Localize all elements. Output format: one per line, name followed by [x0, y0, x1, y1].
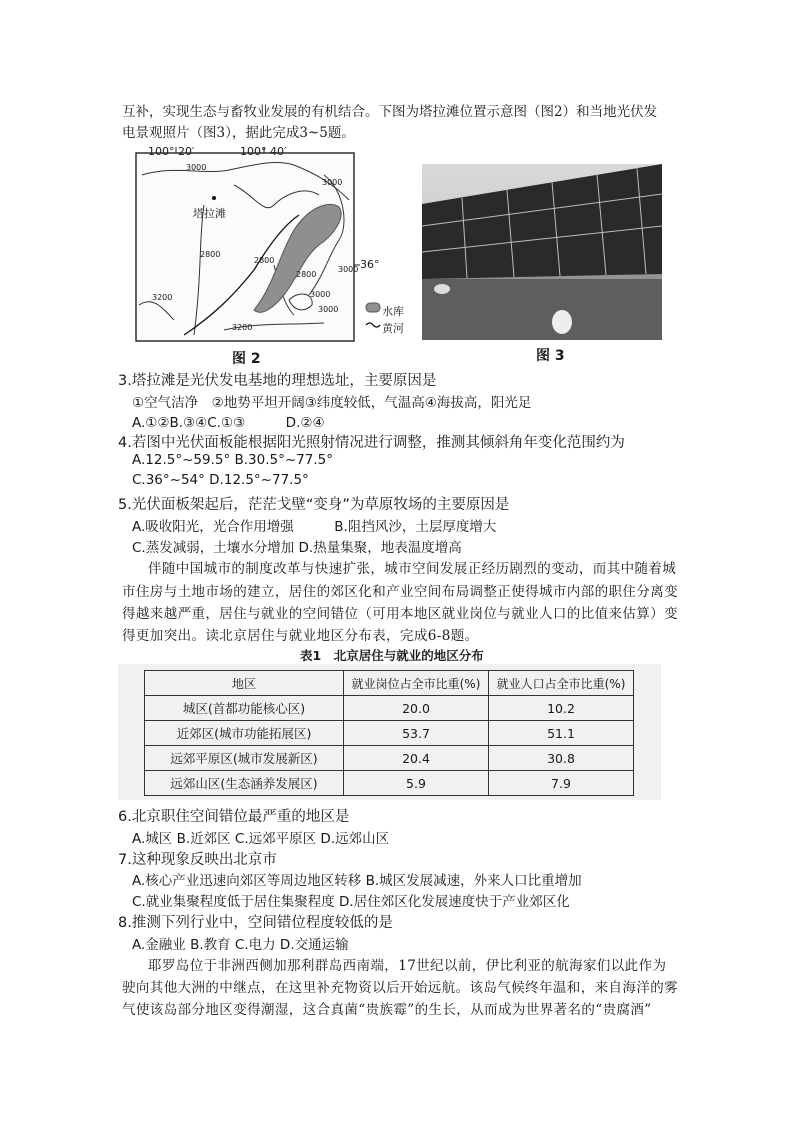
table-cell: 20.0 — [344, 696, 489, 721]
contour-label: 3000 — [310, 290, 331, 299]
table-header: 就业岗位占全市比重(%) — [344, 671, 489, 696]
employment-table — [144, 670, 634, 796]
question-6-stem: 6.北京职住空间错位最严重的地区是 — [118, 809, 350, 825]
question-4-options-2: C.36°~54° D.12.5°~77.5° — [132, 472, 309, 488]
intro-line-2: 电景观照片（图3），据此完成3~5题。 — [122, 125, 355, 141]
question-7-options-1: A.核心产业迅速向郊区等周边地区转移 B.城区发展减速，外来人口比重增加 — [132, 873, 582, 889]
question-3-options-2: A.①②B.③④C.①③ D.②④ — [132, 415, 325, 431]
table-cell: 远郊山区(生态涵养发展区) — [145, 771, 344, 796]
table-cell: 20.4 — [344, 746, 489, 771]
contour-label: 3200 — [232, 323, 253, 332]
intro-line-1: 互补，实现生态与畜牧业发展的有机结合。下图为塔拉滩位置示意图（图2）和当地光伏发 — [122, 104, 658, 120]
question-5-stem: 5.光伏面板架起后，茫茫戈壁“变身”为草原牧场的主要原因是 — [118, 497, 510, 513]
table-cell: 7.9 — [489, 771, 634, 796]
table-cell: 53.7 — [344, 721, 489, 746]
paragraph-3-line-3: 气使该岛部分地区变得潮湿，这合真菌“贵族霉”的生长，从而成为世界著名的“贵腐酒” — [122, 1002, 652, 1018]
question-3-stem: 3.塔拉滩是光伏发电基地的理想选址，主要原因是 — [118, 373, 437, 389]
location-map — [134, 145, 399, 345]
legend-reservoir: 水库 — [382, 305, 404, 318]
contour-label: 3000 — [322, 178, 343, 187]
table-header: 就业人口占全市比重(%) — [489, 671, 634, 696]
contour-label: 3000 — [186, 163, 207, 172]
figure-3-caption: 图 3 — [536, 348, 565, 364]
question-8-stem: 8.推测下列行业中，空间错位程度较低的是 — [118, 915, 393, 931]
table-row — [145, 746, 634, 771]
solar-panel-icon — [422, 164, 662, 340]
table-row — [145, 696, 634, 721]
paragraph-3-line-1: 耶罗岛位于非洲西侧加那利群岛西南端，17世纪以前，伊比利亚的航海家们以此作为 — [148, 958, 667, 974]
table-cell: 远郊平原区(城市发展新区) — [145, 746, 344, 771]
contour-label: 2800 — [200, 250, 221, 259]
question-4-stem: 4.若图中光伏面板能根据阳光照射情况进行调整，推测其倾斜角年变化范围约为 — [118, 435, 625, 451]
solar-panel-photo — [422, 164, 662, 340]
paragraph-2-line-4: 得更加突出。读北京居住与就业地区分布表，完成6-8题。 — [122, 628, 479, 644]
paragraph-2-line-1: 伴随中国城市的制度改革与快速扩张，城市空间发展正经历剧烈的变动，而其中随着城 — [148, 561, 677, 577]
place-label: 塔拉滩 — [193, 207, 226, 220]
contour-label: 2800 — [254, 256, 275, 265]
contour-label: 3000 — [318, 305, 339, 314]
question-3-options-1: ①空气洁净 ②地势平坦开阔③纬度较低，气温高④海拔高，阳光足 — [132, 395, 532, 411]
question-8-options-1: A.金融业 B.教育 C.电力 D.交通运输 — [132, 937, 349, 953]
table-cell: 城区(首都功能核心区) — [145, 696, 344, 721]
paragraph-2-line-2: 市住房与土地市场的建立，居住的郊区化和产业空间布局调整正使得城市内部的职住分离变 — [122, 584, 678, 600]
question-5-options-2: C.蒸发减弱，土壤水分增加 D.热量集聚，地表温度增高 — [132, 540, 462, 556]
legend-river: 黄河 — [382, 322, 404, 335]
contour-label: 3200 — [152, 293, 173, 302]
table-row — [145, 771, 634, 796]
question-7-options-2: C.就业集聚程度低于居住集聚程度 D.居住郊区化发展速度快于产业郊区化 — [132, 894, 570, 910]
table-cell: 51.1 — [489, 721, 634, 746]
question-5-options-1: A.吸收阳光，光合作用增强 B.阻挡风沙，土层厚度增大 — [132, 519, 497, 535]
question-7-stem: 7.这种现象反映出北京市 — [118, 852, 277, 868]
table-cell: 5.9 — [344, 771, 489, 796]
question-6-options-1: A.城区 B.近郊区 C.远郊平原区 D.远郊山区 — [132, 831, 390, 847]
table-row — [145, 721, 634, 746]
table-header: 地区 — [145, 671, 344, 696]
table-cell: 10.2 — [489, 696, 634, 721]
contour-label: 3000 — [338, 265, 359, 274]
latitude-label: 36° — [360, 258, 380, 271]
figure-2-caption: 图 2 — [232, 351, 261, 367]
table-header-row — [145, 671, 634, 696]
table-caption: 表1 北京居住与就业的地区分布 — [300, 648, 484, 663]
paragraph-3-line-2: 驶向其他大洲的中继点，在这里补充物资以后开始远航。该岛气候终年温和，来自海洋的雾 — [122, 980, 678, 996]
table-cell: 30.8 — [489, 746, 634, 771]
table-background — [118, 664, 661, 800]
paragraph-2-line-3: 得越来越严重，居住与就业的空间错位（可用本地区就业岗位与就业人口的比值来估算）变 — [122, 606, 678, 622]
table-cell: 近郊区(城市功能拓展区) — [145, 721, 344, 746]
question-4-options-1: A.12.5°~59.5° B.30.5°~77.5° — [132, 452, 333, 468]
longitude-label-2: 100° 40′ — [240, 145, 287, 158]
longitude-label-1: 100° 20′ — [148, 145, 195, 158]
contour-label: 2800 — [296, 270, 317, 279]
